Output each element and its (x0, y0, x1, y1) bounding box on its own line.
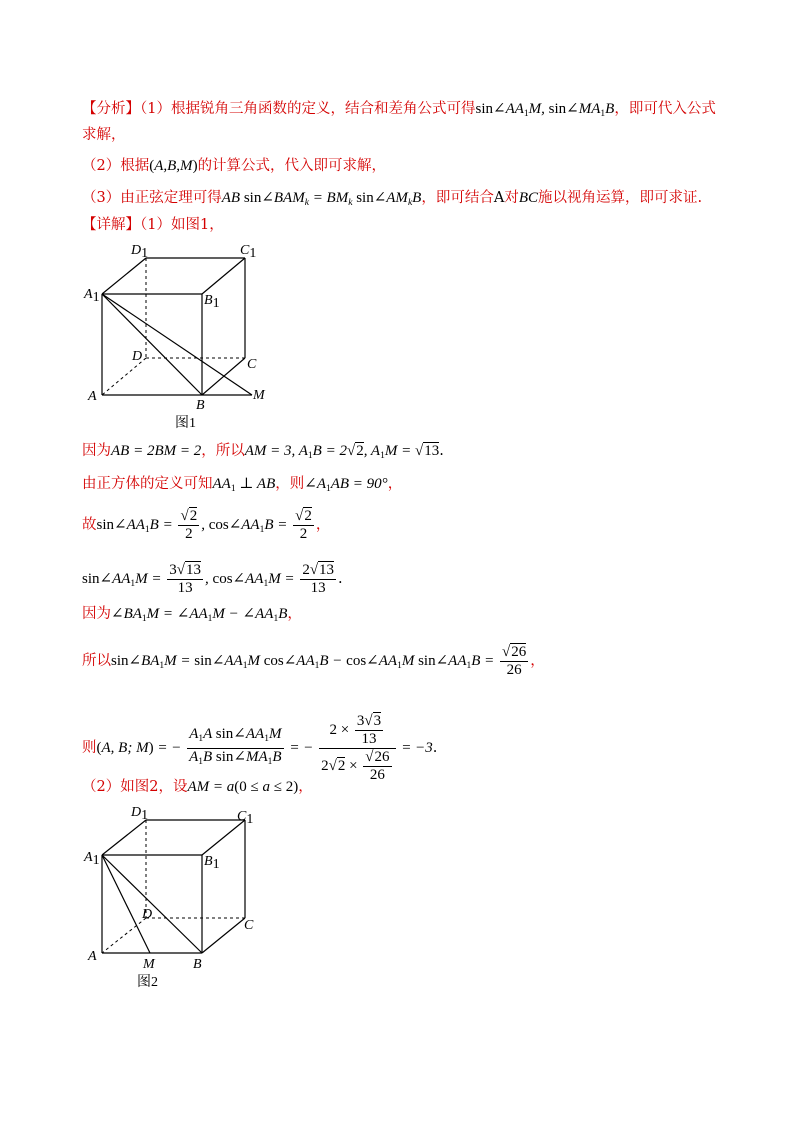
fig2-label-b1: B1 (204, 854, 220, 872)
label-d: D (132, 349, 143, 364)
solution-line-1: 因为AB = 2BM = 2，所以AM = 3, $A_1B = 2√2$, $A_1M = √13$. (82, 443, 444, 461)
detail-tag: 【详解】 (82, 217, 140, 233)
label-b1: B1 (204, 293, 220, 311)
label-d1: D1 (131, 243, 149, 261)
fig2-label-c1: C1 (237, 809, 254, 827)
label-b: B (196, 398, 205, 413)
solution-line-4: $\sin\angle AA_1M$ = $\frac{3√13}{13}$ , $\cos\angle AA_1M$ = $\frac{2√13}{13}$ . (82, 562, 343, 596)
solution-line-3: 故$\sin\angle AA_1B$ = $\frac{√2}{2}$ , $\cos\angle AA_1B$ = $\frac{√2}{2}$ ， (82, 508, 331, 542)
analysis-line-1: 【分析】（1）根据锐角三角函数的定义，结合和差角公式可得$\sin\angle AA_1M$, $\sin\angle MA_1B$，即可代入公式 (82, 101, 716, 119)
label-a1: A1 (84, 287, 100, 305)
formula-abm: (A,B,M) (149, 158, 198, 174)
analysis-line-1-cont: 求解， (82, 127, 126, 143)
label-m: M (253, 388, 265, 403)
analysis-line-2: （2）根据(A,B,M)的计算公式，代入即可求解， (82, 158, 387, 174)
figure-2-caption: 图2 (137, 975, 158, 990)
formula-sine-law: AB $\sin\angle BAM_k = BM_k$ $\sin\angle AM_kB$ (221, 190, 422, 208)
figure-1-caption: 图1 (175, 416, 196, 431)
fig2-label-d1: D1 (131, 805, 149, 823)
formula-sin-aa1m: $\sin\angle AA_1M$, $\sin\angle MA_1B$ (475, 101, 615, 119)
label-a: A (88, 389, 97, 404)
part2-line: （2）如图2，设AM = a(0 ≤ a ≤ 2)， (82, 779, 313, 795)
fig2-label-b: B (193, 957, 202, 972)
fig2-label-a: A (88, 949, 97, 964)
label-c: C (247, 357, 257, 372)
fig2-label-m: M (143, 957, 155, 972)
solution-line-2: 由正方体的定义可知$AA_1$ ⊥ AB，则$\angle A_1AB = 90^\circ$， (82, 476, 403, 494)
fig2-label-c: C (244, 918, 254, 933)
detail-line-1: 【详解】（1）如图1， (82, 217, 224, 233)
solution-line-6: 所以$\sin\angle BA_1M$ = $\sin\angle AA_1M$ $\cos\angle AA_1B$ − $\cos\angle AA_1M$ $\sin\angle AA_1B$ = $\frac{√26}{26}$ ， (82, 644, 545, 678)
analysis-line-3: （3）由正弦定理可得AB $\sin\angle BAM_k = BM_k$ $\sin\angle AM_kB$，即可结合A对BC施以视角运算，即可求证. (82, 190, 703, 208)
fig2-label-d: D (142, 907, 153, 922)
solution-line-7: 则(A, B; M) = − $\frac{A_1A \sin\angle AA_1M}{A_1B \sin\angle MA_1B}$ = − 2 × $\frac{3√3}{13}$ 2√2 × $\frac{√26}{26}$ = −3. (82, 713, 438, 783)
solution-line-5: 因为$\angle BA_1M$ = $\angle AA_1M$ − $\angle AA_1B$， (82, 606, 302, 624)
analysis-tag: 【分析】 (82, 101, 140, 117)
label-c1: C1 (240, 243, 257, 261)
figure-1 (80, 238, 280, 433)
fig2-label-a1: A1 (84, 850, 100, 868)
figure-2 (80, 800, 280, 995)
